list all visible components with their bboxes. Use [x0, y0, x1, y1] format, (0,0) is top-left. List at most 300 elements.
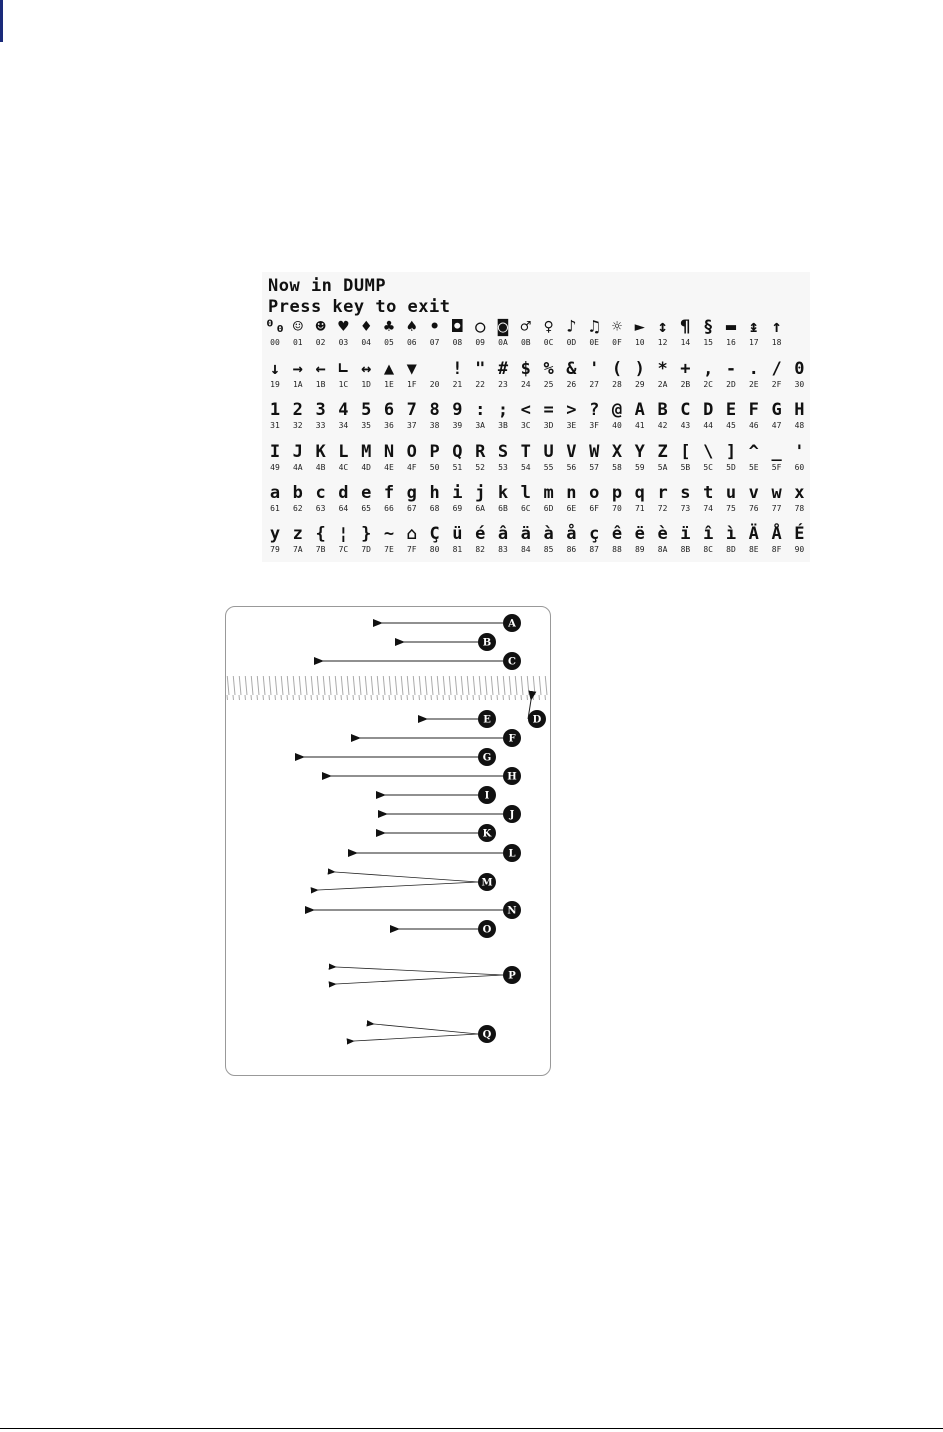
dump-cell — [629, 318, 651, 348]
dump-hex-code: 23 — [498, 380, 508, 389]
dump-hex-code: 78 — [794, 504, 805, 513]
dump-hex-code: 60 — [794, 463, 805, 472]
dump-glyph: F — [748, 400, 759, 420]
dump-cell — [332, 484, 354, 514]
dump-glyph: J — [292, 442, 303, 462]
dump-cell — [264, 484, 286, 514]
dump-hex-code: 57 — [589, 463, 599, 472]
dump-hex-code: 6B — [498, 504, 508, 513]
dump-glyph: 1 — [269, 400, 281, 420]
dump-glyph: ♫ — [589, 317, 600, 337]
dump-hex-code: 79 — [270, 545, 280, 554]
dump-hex-code: 00 — [270, 338, 280, 347]
page-corner-mark — [0, 0, 3, 42]
dump-glyph: < — [520, 400, 531, 420]
dump-hex-code: 58 — [612, 463, 622, 472]
dump-hex-code: 4B — [315, 463, 326, 472]
dump-glyph: j — [475, 483, 486, 503]
dump-glyph: $ — [520, 359, 531, 379]
dump-glyph: ) — [634, 359, 645, 379]
dump-glyph: ♣ — [383, 317, 395, 337]
dump-glyph: o — [589, 483, 600, 503]
dump-glyph: x — [794, 483, 805, 503]
callout-q — [354, 1024, 496, 1043]
dump-cell — [606, 525, 628, 555]
dump-hex-code: 48 — [794, 421, 805, 430]
dump-cell — [560, 484, 582, 514]
dump-glyph: 8 — [429, 400, 440, 420]
dump-hex-code: 5C — [703, 463, 713, 472]
dump-cell — [264, 318, 286, 348]
dump-hex-code: 0C — [543, 338, 554, 347]
dump-cell — [264, 443, 286, 473]
dump-glyph — [424, 360, 446, 378]
dump-hex-code: 4A — [292, 463, 303, 472]
dump-glyph: ¶ — [680, 317, 691, 337]
dump-glyph: & — [566, 359, 577, 379]
dump-glyph: c — [315, 483, 326, 503]
dump-hex-code: 09 — [475, 338, 485, 347]
dump-cell — [264, 360, 286, 390]
dump-hex-code: 1B — [315, 380, 326, 389]
dump-cell — [674, 318, 696, 348]
dump-cell — [355, 525, 377, 555]
dump-cell — [446, 525, 468, 555]
dump-cell — [583, 525, 605, 555]
dump-glyph: S — [497, 442, 509, 462]
dump-hex-code: 40 — [612, 421, 622, 430]
dump-glyph: a — [269, 483, 281, 503]
dump-hex-code: 15 — [703, 338, 713, 347]
dump-cell — [401, 318, 423, 348]
dump-cell — [606, 318, 628, 348]
callout-letter: L — [508, 848, 516, 860]
dump-cell — [492, 525, 514, 555]
dump-hex-code: 25 — [543, 380, 554, 389]
dump-hex-code: 3A — [475, 421, 485, 430]
dump-glyph: ' — [589, 359, 600, 379]
dump-cell — [743, 525, 765, 555]
callout-k — [385, 824, 496, 842]
dump-glyph: , — [703, 359, 714, 379]
dump-hex-code: 4E — [384, 463, 394, 472]
dump-hex-code: 1C — [338, 380, 349, 389]
dump-glyph: z — [292, 524, 303, 544]
dump-glyph: Y — [634, 442, 645, 462]
callout-letter: C — [508, 656, 516, 668]
dump-hex-code: 2C — [703, 380, 713, 389]
dump-cell — [264, 525, 286, 555]
dump-glyph: + — [680, 359, 691, 379]
dump-cell — [538, 318, 560, 348]
dump-glyph: { — [315, 524, 326, 544]
dump-hex-code: 33 — [315, 421, 326, 430]
dump-cell — [424, 484, 446, 514]
dump-hex-code: 56 — [566, 463, 577, 472]
dump-hex-code: 3F — [589, 421, 599, 430]
dump-cell — [652, 443, 674, 473]
dump-glyph: " — [475, 359, 486, 379]
dump-hex-code: 46 — [748, 421, 759, 430]
dump-cell — [743, 443, 765, 473]
dump-hex-code: 32 — [292, 421, 303, 430]
dump-cell — [674, 525, 696, 555]
dump-hex-code: 3C — [520, 421, 531, 430]
dump-glyph: R — [475, 442, 486, 462]
dump-hex-code: 21 — [452, 380, 463, 389]
callout-letter: I — [484, 790, 490, 802]
dump-glyph: Z — [657, 442, 668, 462]
dump-cell — [401, 525, 423, 555]
dump-cell — [538, 360, 560, 390]
dump-glyph: ä — [520, 524, 531, 544]
dump-glyph: ↑ — [771, 317, 782, 337]
dump-hex-code: 67 — [406, 504, 417, 513]
dump-cell — [606, 443, 628, 473]
dump-hex-code: 52 — [475, 463, 485, 472]
dump-glyph: ^ — [748, 442, 759, 462]
dump-cell — [446, 443, 468, 473]
dump-glyph: ↔ — [361, 359, 372, 379]
dump-hex-code: 3E — [566, 421, 577, 430]
dump-cell — [606, 360, 628, 390]
dump-cell — [629, 443, 651, 473]
dump-hex-code: 45 — [726, 421, 736, 430]
dump-hex-code: 2A — [657, 380, 668, 389]
dump-glyph: n — [566, 483, 577, 503]
dump-hex-code: 8B — [680, 545, 691, 554]
callout-letter: B — [482, 637, 492, 649]
dump-glyph: 6 — [383, 400, 395, 420]
dump-cell — [515, 360, 537, 390]
dump-hex-code: 4D — [361, 463, 371, 472]
callout-arrow — [335, 872, 478, 882]
dump-cell — [446, 318, 468, 348]
dump-hex-code: 02 — [315, 338, 326, 347]
dump-hex-code: 87 — [589, 545, 599, 554]
callout-letter: H — [507, 771, 517, 783]
dump-hex-code: 71 — [634, 504, 645, 513]
dump-instruction: Press key to exit — [268, 297, 451, 317]
dump-hex-code: 22 — [475, 380, 485, 389]
dump-hex-code: 03 — [338, 338, 349, 347]
dump-glyph: ◘ — [452, 317, 463, 337]
dump-hex-code: 04 — [361, 338, 371, 347]
dump-glyph: Ä — [748, 524, 759, 544]
callout-letter: K — [482, 828, 492, 840]
dump-cell — [378, 525, 400, 555]
dump-hex-code: 86 — [566, 545, 577, 554]
dump-cell — [492, 401, 514, 431]
dump-hex-code: 31 — [270, 421, 280, 430]
dump-cell — [424, 360, 446, 390]
dump-glyph: ' — [794, 442, 805, 462]
dump-hex-code: 0A — [498, 338, 508, 347]
dump-hex-code: 2F — [771, 380, 782, 389]
dump-cell — [720, 360, 742, 390]
callout-letter: Q — [482, 1029, 492, 1041]
dump-glyph: k — [497, 483, 509, 503]
callout-e — [427, 710, 496, 728]
dump-glyph: § — [703, 317, 714, 337]
dump-hex-code: 43 — [680, 421, 691, 430]
dump-glyph: % — [543, 359, 554, 379]
dump-glyph: B — [657, 400, 668, 420]
dump-hex-code: 06 — [406, 338, 417, 347]
dump-hex-code: 74 — [703, 504, 713, 513]
dump-cell — [287, 401, 309, 431]
dump-glyph: @ — [611, 400, 623, 420]
dump-cell — [606, 484, 628, 514]
dump-cell — [515, 318, 537, 348]
dump-cell — [469, 525, 491, 555]
dump-glyph: u — [725, 483, 737, 503]
dump-glyph: f — [383, 483, 395, 503]
footer-rule — [0, 1428, 943, 1429]
dump-glyph: ► — [634, 317, 645, 337]
dump-glyph: q — [634, 483, 645, 503]
dump-cell — [332, 360, 354, 390]
dump-cell — [652, 318, 674, 348]
dump-cell — [401, 360, 423, 390]
dump-cell — [720, 443, 742, 473]
callout-b — [404, 633, 496, 651]
dump-hex-code: 08 — [452, 338, 463, 347]
callout-o — [399, 920, 496, 938]
dump-cell — [629, 484, 651, 514]
dump-cell — [766, 484, 788, 514]
dump-glyph: b — [292, 483, 303, 503]
callout-letter: P — [508, 970, 516, 982]
dump-glyph: P — [429, 442, 440, 462]
dump-glyph: 2 — [292, 400, 303, 420]
dump-hex-code: 6F — [589, 504, 599, 513]
dump-cell — [515, 484, 537, 514]
dump-glyph: * — [657, 359, 668, 379]
callout-letter: O — [482, 924, 492, 936]
dump-glyph: [ — [680, 442, 691, 462]
dump-cell — [697, 318, 719, 348]
dump-cell — [492, 443, 514, 473]
dump-cell — [652, 360, 674, 390]
dump-cell — [538, 525, 560, 555]
dump-glyph: ; — [497, 400, 509, 420]
dump-cell — [424, 443, 446, 473]
callout-arrow — [336, 975, 503, 984]
dump-cell — [583, 318, 605, 348]
dump-hex-code: 3B — [498, 421, 508, 430]
callout-letter: F — [508, 733, 516, 745]
dump-hex-code: 6C — [520, 504, 531, 513]
dump-cell — [287, 484, 309, 514]
dump-cell — [766, 318, 788, 348]
dump-cell — [629, 525, 651, 555]
dump-hex-code: 85 — [543, 545, 554, 554]
dump-glyph: g — [406, 483, 417, 503]
dump-hex-code: 36 — [384, 421, 394, 430]
dump-hex-code: 75 — [726, 504, 736, 513]
dump-hex-code: 63 — [315, 504, 326, 513]
dump-hex-code: 6A — [475, 504, 485, 513]
dump-cell — [766, 525, 788, 555]
dump-hex-code: 70 — [612, 504, 622, 513]
dump-cell — [788, 484, 810, 514]
dump-cell — [332, 318, 354, 348]
dump-glyph: å — [566, 524, 577, 544]
dump-hex-code: 53 — [498, 463, 508, 472]
dump-glyph: ◙ — [497, 317, 509, 337]
callout-letter: N — [507, 905, 517, 917]
dump-cell — [674, 360, 696, 390]
dump-hex-code: 14 — [680, 338, 691, 347]
dump-hex-code: 1D — [361, 380, 371, 389]
dump-glyph: y — [269, 524, 281, 544]
dump-hex-code: 26 — [566, 380, 577, 389]
dump-hex-code: 65 — [361, 504, 371, 513]
dump-cell — [355, 443, 377, 473]
dump-hex-code: 55 — [543, 463, 554, 472]
dump-hex-code: 1E — [384, 380, 394, 389]
dump-hex-code: 17 — [748, 338, 759, 347]
dump-cell — [788, 401, 810, 431]
dump-hex-code: 2E — [748, 380, 759, 389]
dump-glyph: ü — [452, 524, 463, 544]
dump-glyph: ∟ — [338, 359, 349, 379]
dump-glyph: • — [429, 317, 440, 337]
dump-hex-code: 89 — [634, 545, 645, 554]
dump-hex-code: 39 — [452, 421, 463, 430]
dump-glyph: ] — [725, 442, 737, 462]
dump-cell — [310, 318, 332, 348]
dump-hex-code: 51 — [452, 463, 463, 472]
callout-arrow — [336, 967, 503, 975]
dump-glyph: C — [680, 400, 691, 420]
dump-hex-code: 34 — [338, 421, 349, 430]
dump-glyph: É — [794, 524, 805, 544]
dump-glyph: - — [725, 359, 737, 379]
dump-glyph: K — [315, 442, 326, 462]
dump-glyph: p — [611, 483, 623, 503]
dump-hex-code: 8E — [748, 545, 759, 554]
dump-glyph: ♦ — [361, 317, 372, 337]
callout-arrow — [318, 882, 478, 890]
dump-hex-code: 69 — [452, 504, 463, 513]
dump-hex-code: 4F — [406, 463, 417, 472]
dump-glyph: O — [406, 442, 417, 462]
dump-glyph: ○ — [475, 317, 486, 337]
dump-glyph: Å — [771, 524, 782, 544]
dump-cell — [538, 401, 560, 431]
dump-cell — [492, 484, 514, 514]
callout-h — [331, 767, 521, 785]
dump-glyph: ← — [315, 359, 326, 379]
dump-cell — [378, 443, 400, 473]
dump-glyph: : — [475, 400, 486, 420]
dump-glyph: ? — [589, 400, 600, 420]
dump-glyph: r — [657, 483, 668, 503]
dump-cell — [287, 318, 309, 348]
dump-glyph: ï — [680, 524, 691, 544]
callout-j — [387, 805, 521, 823]
dump-cell — [720, 401, 742, 431]
callout-i — [385, 786, 496, 804]
dump-hex-code: 01 — [292, 338, 303, 347]
dump-glyph: ⁰₀ — [264, 317, 286, 337]
dump-glyph: → — [292, 359, 303, 379]
dump-cell — [766, 360, 788, 390]
dump-glyph: ♪ — [566, 317, 577, 337]
dump-glyph: l — [520, 483, 531, 503]
dump-glyph: # — [497, 359, 509, 379]
dump-cell — [606, 401, 628, 431]
dump-cell — [652, 484, 674, 514]
dump-cell — [788, 525, 810, 555]
dump-hex-code: 2B — [680, 380, 691, 389]
dump-glyph: T — [520, 442, 531, 462]
callout-a — [382, 614, 521, 632]
dump-hex-code: 28 — [612, 380, 622, 389]
callout-d — [528, 700, 546, 728]
dump-glyph: d — [338, 483, 349, 503]
dump-hex-code: 76 — [748, 504, 759, 513]
dump-cell — [492, 360, 514, 390]
dump-cell — [674, 484, 696, 514]
dump-glyph: t — [703, 483, 714, 503]
dump-glyph: e — [361, 483, 372, 503]
dump-cell — [310, 525, 332, 555]
dump-hex-code: 82 — [475, 545, 485, 554]
dump-hex-code: 5F — [771, 463, 782, 472]
dump-glyph: ì — [725, 524, 737, 544]
dump-glyph: è — [657, 524, 668, 544]
callout-f — [360, 729, 521, 747]
dump-glyph: A — [634, 400, 645, 420]
dump-glyph: 9 — [452, 400, 463, 420]
dump-cell — [264, 401, 286, 431]
dump-cell — [652, 525, 674, 555]
dump-cell — [766, 401, 788, 431]
dump-hex-code: 5B — [680, 463, 691, 472]
dump-glyph: 5 — [361, 400, 372, 420]
dump-glyph: Ç — [429, 524, 440, 544]
dump-hex-code: 27 — [589, 380, 599, 389]
dump-cell — [469, 443, 491, 473]
dump-glyph: _ — [771, 442, 782, 462]
dump-cell — [743, 318, 765, 348]
dump-glyph: é — [475, 524, 486, 544]
dump-glyph: i — [452, 483, 463, 503]
dump-glyph: ê — [611, 524, 623, 544]
dump-glyph: 3 — [315, 400, 326, 420]
dump-cell — [424, 318, 446, 348]
dump-glyph: ☺ — [292, 317, 303, 337]
dump-cell — [697, 401, 719, 431]
dump-hex-code: 7A — [292, 545, 303, 554]
dump-glyph: ♥ — [338, 317, 349, 337]
dump-cell — [492, 318, 514, 348]
label-gap-perforation — [226, 676, 550, 700]
dump-hex-code: 61 — [270, 504, 280, 513]
dump-cell — [697, 525, 719, 555]
dump-hex-code: 37 — [406, 421, 417, 430]
dump-hex-code: 81 — [452, 545, 463, 554]
dump-cell — [560, 401, 582, 431]
dump-cell — [332, 401, 354, 431]
dump-glyph: Q — [452, 442, 463, 462]
callout-arrow — [374, 1024, 478, 1034]
dump-cell — [287, 443, 309, 473]
dump-glyph: > — [566, 400, 577, 420]
